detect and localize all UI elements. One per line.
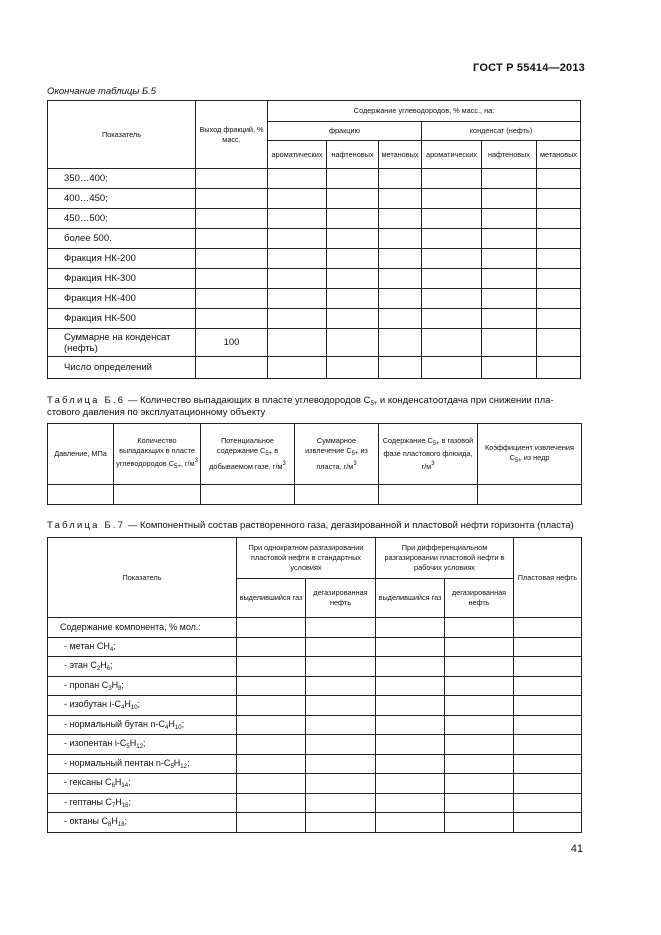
yield-value xyxy=(196,189,268,209)
data-cell xyxy=(514,676,582,696)
header-subscript: 5+ xyxy=(265,451,273,457)
data-cell xyxy=(306,735,376,755)
data-cell xyxy=(376,657,445,677)
data-cell xyxy=(445,793,514,813)
formula-subscript: 5 xyxy=(170,763,174,770)
header-text: Содержание С xyxy=(382,436,433,445)
data-cell xyxy=(327,329,379,357)
header-text: Суммарное извлечение С xyxy=(305,436,357,455)
data-cell xyxy=(445,637,514,657)
table-row xyxy=(48,249,581,269)
data-cell xyxy=(514,793,582,813)
data-cell xyxy=(445,696,514,716)
data-cell xyxy=(445,676,514,696)
data-cell xyxy=(482,229,537,249)
data-cell xyxy=(514,715,582,735)
table-row xyxy=(48,676,582,696)
row-label: Число определений xyxy=(48,357,196,379)
table-row xyxy=(48,637,582,657)
data-cell xyxy=(482,169,537,189)
data-cell xyxy=(422,329,482,357)
data-cell xyxy=(376,735,445,755)
data-cell xyxy=(327,229,379,249)
header-unit: в газовой фазе пластового флюида, г/м xyxy=(383,436,474,471)
b7-header-released-gas: выделившийся газ xyxy=(237,579,306,618)
data-cell xyxy=(445,754,514,774)
component-name: - метан СН xyxy=(64,640,110,651)
data-cell xyxy=(306,793,376,813)
formula-punct: ; xyxy=(124,816,128,827)
row-label: 400…450; xyxy=(48,189,196,209)
yield-value xyxy=(196,289,268,309)
formula-subscript: 12 xyxy=(136,744,143,751)
header-text: Потенциальное содержание С xyxy=(216,436,274,455)
formula-subscript: 4 xyxy=(121,705,125,712)
header-text: Количество выпадающих в пласте углеводородов С xyxy=(116,436,195,468)
b6-cell xyxy=(201,485,295,505)
data-cell xyxy=(537,229,581,249)
b6-header-2 xyxy=(201,424,295,485)
data-cell xyxy=(514,754,582,774)
table-row xyxy=(48,229,581,249)
table-row xyxy=(48,357,581,379)
yield-value: 100 xyxy=(196,329,268,357)
data-cell xyxy=(376,696,445,716)
component-label xyxy=(48,676,237,696)
data-cell xyxy=(422,229,482,249)
data-cell xyxy=(306,637,376,657)
yield-value xyxy=(196,357,268,379)
component-name: - нормальный пентан n-С xyxy=(64,757,171,768)
component-label xyxy=(48,754,237,774)
component-label xyxy=(48,637,237,657)
data-cell xyxy=(306,754,376,774)
formula-subscript: 3 xyxy=(108,685,112,692)
formula-punct: ; xyxy=(121,679,124,690)
data-cell xyxy=(268,357,327,379)
formula-punct: ; xyxy=(137,699,141,710)
b6-header-0 xyxy=(48,424,114,485)
b6-cell xyxy=(114,485,201,505)
data-cell xyxy=(482,289,537,309)
table-b7-caption-text: — Компонентный состав растворенного газа, дегазированной и пластовой нефти горизонта (пласта) xyxy=(125,520,574,531)
data-cell xyxy=(537,169,581,189)
data-cell xyxy=(379,269,422,289)
data-cell xyxy=(327,189,379,209)
data-cell xyxy=(327,289,379,309)
data-cell xyxy=(445,813,514,833)
data-cell xyxy=(422,249,482,269)
component-name: - изопентан i-С xyxy=(64,738,127,749)
row-label: Фракция НК-300 xyxy=(48,269,196,289)
data-cell xyxy=(237,715,306,735)
formula-subscript: 10 xyxy=(174,724,182,731)
formula-punct: ; xyxy=(181,718,185,729)
data-cell xyxy=(327,209,379,229)
data-cell xyxy=(268,269,327,289)
data-cell xyxy=(268,209,327,229)
data-cell xyxy=(422,209,482,229)
component-label xyxy=(48,618,237,638)
table-b6-label: Таблица Б.6 xyxy=(47,395,126,406)
data-cell xyxy=(376,637,445,657)
b6-cell xyxy=(48,485,114,505)
data-cell xyxy=(376,715,445,735)
table-b5 xyxy=(47,100,581,379)
data-cell xyxy=(306,813,376,833)
b6-cell xyxy=(295,485,379,505)
data-cell xyxy=(514,657,582,677)
row-label: Фракция НК-200 xyxy=(48,249,196,269)
component-label xyxy=(48,793,237,813)
yield-value xyxy=(196,269,268,289)
formula-punct: ; xyxy=(128,796,131,807)
formula-element: Н xyxy=(124,699,131,710)
data-cell xyxy=(537,209,581,229)
data-cell xyxy=(537,357,581,379)
table-row xyxy=(48,309,581,329)
header-subscript: 5+ xyxy=(173,464,181,470)
b6-header-3 xyxy=(295,424,379,485)
header-text: Давление, МПа xyxy=(54,449,107,458)
data-cell xyxy=(482,329,537,357)
data-cell xyxy=(422,169,482,189)
data-cell xyxy=(422,289,482,309)
yield-value xyxy=(196,249,268,269)
data-cell xyxy=(379,249,422,269)
b5-header-condensate: конденсат (нефть) xyxy=(422,122,581,141)
b5-header-fraction: фракцию xyxy=(268,122,422,141)
data-cell xyxy=(445,657,514,677)
data-cell xyxy=(537,329,581,357)
data-cell xyxy=(268,309,327,329)
formula-subscript: 6 xyxy=(111,783,115,790)
formula-subscript: 5 xyxy=(126,744,130,751)
yield-value xyxy=(196,169,268,189)
data-cell xyxy=(422,189,482,209)
formula-element: Н xyxy=(111,679,119,690)
component-label xyxy=(48,813,237,833)
data-cell xyxy=(306,715,376,735)
data-cell xyxy=(376,774,445,794)
formula-element: Н xyxy=(111,816,118,827)
b7-header-indicator: Показатель xyxy=(48,538,237,618)
row-label: Фракция НК-500 xyxy=(48,309,196,329)
formula-punct: ; xyxy=(110,660,113,671)
formula-subscript: 4 xyxy=(109,646,114,653)
b5-header-indicator: Показатель xyxy=(48,101,196,169)
table-row xyxy=(48,289,581,309)
table-b7 xyxy=(47,537,582,833)
data-cell xyxy=(445,735,514,755)
data-cell xyxy=(422,269,482,289)
row-label: 350…400; xyxy=(48,169,196,189)
data-cell xyxy=(268,229,327,249)
b5-header-yield: Выход фракций, % масс. xyxy=(196,101,268,169)
b6-header-5 xyxy=(478,424,582,485)
component-name: - октаны С xyxy=(64,816,109,827)
data-cell xyxy=(379,329,422,357)
formula-subscript: 18 xyxy=(117,822,125,829)
table-row xyxy=(48,793,582,813)
standard-designation: ГОСТ Р 55414—2013 xyxy=(473,62,585,74)
data-cell xyxy=(327,169,379,189)
header-superscript: 3 xyxy=(194,458,198,464)
component-name: - гексаны С xyxy=(64,777,112,788)
table-row xyxy=(48,209,581,229)
table-b6-caption-line2: стового давления по эксплуатационному объекту xyxy=(47,407,266,418)
data-cell xyxy=(237,696,306,716)
b7-header-degassed-oil: дегазированная нефть xyxy=(445,579,514,618)
header-unit: , г/м xyxy=(180,459,195,468)
row-label: Фракция НК-400 xyxy=(48,289,196,309)
data-cell xyxy=(379,229,422,249)
data-cell xyxy=(268,249,327,269)
data-cell xyxy=(482,269,537,289)
data-cell xyxy=(482,189,537,209)
data-cell xyxy=(237,774,306,794)
data-cell xyxy=(482,209,537,229)
header-superscript: 3 xyxy=(282,461,286,467)
yield-value xyxy=(196,309,268,329)
data-cell xyxy=(514,637,582,657)
data-cell xyxy=(327,269,379,289)
formula-subscript: 12 xyxy=(180,763,187,770)
formula-subscript: 10 xyxy=(130,705,138,712)
component-label xyxy=(48,774,237,794)
formula-subscript: 2 xyxy=(96,666,101,673)
row-label: более 500. xyxy=(48,229,196,249)
data-cell xyxy=(514,813,582,833)
data-cell xyxy=(379,209,422,229)
table-row xyxy=(48,696,582,716)
data-cell xyxy=(327,357,379,379)
component-name: - пропан С xyxy=(64,679,109,690)
row-label: 450…500; xyxy=(48,209,196,229)
formula-subscript: 8 xyxy=(118,685,122,692)
data-cell xyxy=(514,696,582,716)
table-row xyxy=(48,774,582,794)
data-cell xyxy=(514,774,582,794)
data-cell xyxy=(376,618,445,638)
b7-header-released-gas: выделившийся газ xyxy=(376,579,445,618)
b5-header-naft: нафтеновых xyxy=(482,141,537,169)
b6-header-4 xyxy=(379,424,478,485)
component-label xyxy=(48,657,237,677)
data-cell xyxy=(379,169,422,189)
data-cell xyxy=(537,189,581,209)
data-cell xyxy=(376,676,445,696)
b7-header-single: При однократном разгазировании пластовой нефти в стандартных условиях xyxy=(237,538,376,579)
table-row xyxy=(48,735,582,755)
b7-header-differential: При дифференциальном разгазировании пластовой нефти в рабочих условиях xyxy=(376,538,514,579)
data-cell xyxy=(237,618,306,638)
table-b7-label: Таблица Б.7 xyxy=(47,520,126,531)
data-cell xyxy=(306,618,376,638)
data-cell xyxy=(237,813,306,833)
table-b7-caption xyxy=(47,520,574,531)
data-cell xyxy=(379,309,422,329)
table-row xyxy=(48,618,582,638)
data-cell xyxy=(268,289,327,309)
data-cell xyxy=(514,735,582,755)
data-cell xyxy=(268,169,327,189)
data-cell xyxy=(482,249,537,269)
data-cell xyxy=(482,309,537,329)
header-unit: в добываемом газе, г/м xyxy=(209,446,283,471)
component-label xyxy=(48,715,237,735)
table-b6-caption-text: и конденсатоотдача при снижении пла- xyxy=(377,395,554,406)
row-label: Суммарне на конденсат (нефть) xyxy=(48,329,196,357)
formula-punct: ; xyxy=(142,738,146,749)
formula-element: Н xyxy=(100,660,107,671)
data-cell xyxy=(537,249,581,269)
table-row xyxy=(48,329,581,357)
header-text: Коэффициент извлечения С xyxy=(485,442,574,462)
data-cell xyxy=(237,657,306,677)
caption-subscript: 5+ xyxy=(370,401,378,407)
formula-subscript: 6 xyxy=(106,666,111,673)
data-cell xyxy=(376,793,445,813)
data-cell xyxy=(327,249,379,269)
data-cell xyxy=(514,618,582,638)
table-row xyxy=(48,754,582,774)
b5-header-arom: ароматических xyxy=(422,141,482,169)
page-number: 41 xyxy=(570,843,583,855)
formula-punct: ; xyxy=(186,757,190,768)
formula-element: Н xyxy=(129,738,137,749)
b5-header-arom: ароматических xyxy=(268,141,327,169)
table-row xyxy=(48,813,582,833)
data-cell xyxy=(237,735,306,755)
header-subscript: 5+ xyxy=(351,451,359,457)
formula-subscript: 7 xyxy=(111,802,116,809)
header-unit: из пласта, г/м xyxy=(316,446,368,471)
data-cell xyxy=(422,309,482,329)
data-cell xyxy=(237,793,306,813)
table-b6 xyxy=(47,423,582,505)
header-superscript: 3 xyxy=(353,461,357,467)
b7-header-degassed-oil: дегазированная нефть xyxy=(306,579,376,618)
table-row xyxy=(48,269,581,289)
table-row xyxy=(48,189,581,209)
data-cell xyxy=(237,754,306,774)
data-cell xyxy=(537,289,581,309)
b6-header-1 xyxy=(114,424,201,485)
formula-element: Н xyxy=(173,757,181,768)
data-cell xyxy=(376,813,445,833)
data-cell xyxy=(268,329,327,357)
component-name: - этан С xyxy=(64,660,97,671)
table-row xyxy=(48,715,582,735)
data-cell xyxy=(306,696,376,716)
table-b6-caption-text: — Количество выпадающих в пласте углеводородов С xyxy=(125,395,371,406)
data-cell xyxy=(268,189,327,209)
data-cell xyxy=(376,754,445,774)
data-cell xyxy=(306,676,376,696)
formula-element: Н xyxy=(114,777,122,788)
b5-header-content: Содержание углеводородов, % масс., на: xyxy=(268,101,581,122)
table-row xyxy=(48,657,582,677)
yield-value xyxy=(196,209,268,229)
component-name: - нормальный бутан n-С xyxy=(64,718,166,729)
component-label xyxy=(48,696,237,716)
data-cell xyxy=(445,618,514,638)
formula-element: Н xyxy=(115,796,122,807)
table-row xyxy=(48,169,581,189)
data-cell xyxy=(237,676,306,696)
formula-punct: ; xyxy=(113,640,116,651)
formula-subscript: 16 xyxy=(121,802,129,809)
b5-header-naft: нафтеновых xyxy=(327,141,379,169)
data-cell xyxy=(537,269,581,289)
data-cell xyxy=(537,309,581,329)
formula-element: Н xyxy=(168,718,175,729)
formula-subscript: 8 xyxy=(108,822,112,829)
component-name: - гептаны С xyxy=(64,796,112,807)
b5-header-meta: метановых xyxy=(537,141,581,169)
data-cell xyxy=(306,774,376,794)
data-cell xyxy=(237,637,306,657)
b6-cell xyxy=(379,485,478,505)
table-b6-caption xyxy=(47,395,587,418)
data-cell xyxy=(445,774,514,794)
data-cell xyxy=(379,357,422,379)
yield-value xyxy=(196,229,268,249)
formula-subscript: 4 xyxy=(165,724,169,731)
data-cell xyxy=(482,357,537,379)
b6-cell xyxy=(478,485,582,505)
data-cell xyxy=(379,189,422,209)
header-subscript: 5+ xyxy=(514,457,522,464)
formula-subscript: 14 xyxy=(121,783,129,790)
data-cell xyxy=(422,357,482,379)
header-superscript: 3 xyxy=(431,461,435,467)
b7-header-formation-oil: Пластовая нефть xyxy=(514,538,582,618)
b5-header-meta: метановых xyxy=(379,141,422,169)
data-cell xyxy=(445,715,514,735)
header-subscript: 5+ xyxy=(432,441,440,447)
table-b5-caption: Окончание таблицы Б.5 xyxy=(47,86,157,97)
header-unit: из недр xyxy=(521,452,550,462)
component-name: - изобутан i-С xyxy=(64,699,122,710)
data-cell xyxy=(306,657,376,677)
formula-punct: ; xyxy=(128,777,131,788)
data-cell xyxy=(327,309,379,329)
data-cell xyxy=(379,289,422,309)
component-label xyxy=(48,735,237,755)
component-name: Содержание компонента, % мол.: xyxy=(60,622,201,633)
